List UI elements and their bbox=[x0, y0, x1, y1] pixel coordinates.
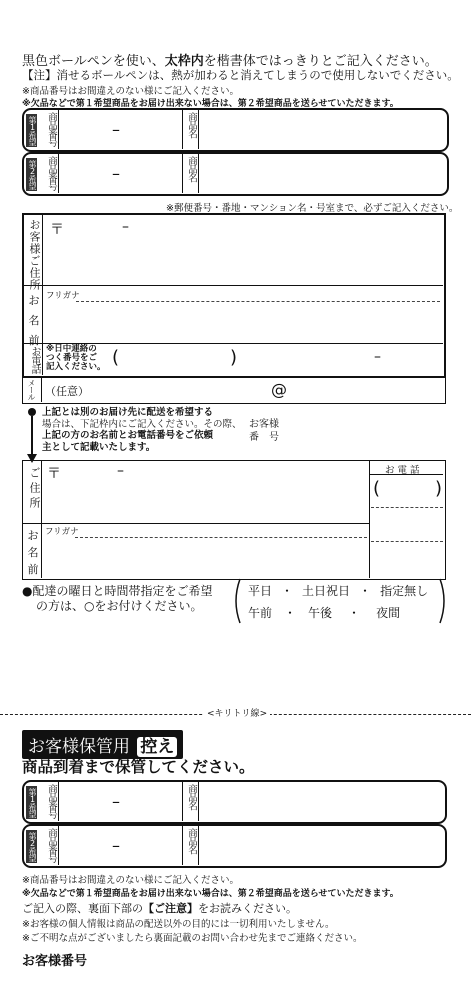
product-name-field-2[interactable] bbox=[202, 156, 442, 191]
time-options: 午前 ・ 午後 ・ 夜間 bbox=[248, 606, 401, 620]
postal-mark: 〒 bbox=[50, 222, 64, 238]
delivery-address-label: ご住所 bbox=[28, 467, 41, 512]
furigana-label: フリガナ bbox=[46, 291, 80, 301]
first-choice-tag: 第1希望 bbox=[28, 116, 37, 145]
mail-label: メール bbox=[27, 379, 36, 400]
customer-name-label: お名前 bbox=[28, 294, 40, 347]
stub-row-2: 第2希望 商品番号 – 商品名 bbox=[22, 824, 447, 868]
option-no-preference[interactable]: 指定無し bbox=[380, 584, 429, 598]
schedule-options bbox=[230, 576, 450, 626]
option-morning[interactable]: 午前 bbox=[248, 606, 273, 620]
mail-optional: （任意） bbox=[45, 385, 89, 398]
delivery-name-field[interactable] bbox=[45, 539, 367, 575]
address-note: ※郵便番号・番地・マンション名・号室まで、必ずご記入ください。 bbox=[166, 203, 459, 214]
order-row-1 bbox=[22, 108, 449, 152]
option-weekend-holiday[interactable]: 土日祝日 bbox=[302, 584, 351, 598]
schedule-text: ●配達の曜日と時間帯指定をご希望 の方は、○をお付けください。 bbox=[22, 584, 213, 613]
product-code-field-1[interactable] bbox=[70, 112, 180, 147]
stub-row-1: 第1希望 商品番号 – 商品名 bbox=[22, 780, 447, 824]
delivery-address-field[interactable] bbox=[45, 463, 365, 521]
postal-dash: – bbox=[122, 219, 129, 235]
product-name-label: 商品名 bbox=[186, 156, 197, 182]
stub-note-2: ※欠品などで第１希望商品をお届け出来ない場合は、第２希望商品を送らせていただきます。 bbox=[22, 889, 399, 899]
phone-note: ※日中連絡の つく番号をご 記入ください。 bbox=[46, 344, 106, 372]
customer-address-field[interactable] bbox=[46, 217, 442, 283]
stub-note-5: ※ご不明な点がございましたら裏面記載のお問い合わせ先までご連絡ください。 bbox=[22, 933, 363, 944]
instruction-line-2: 【注】消せるボールペンは、熱が加わると消えてしまうので使用しないでください。 bbox=[22, 68, 459, 82]
option-evening[interactable]: 夜間 bbox=[376, 606, 401, 620]
product-name-label: 商品名 bbox=[186, 112, 197, 138]
stub-subtitle: 商品到着まで保管してください。 bbox=[22, 758, 255, 776]
delivery-note: 上記とは別のお届け先に配送を希望する 場合は、下記枠内にご記入ください。その際、 上記の方のお名前とお電話番号をご依頼 主として記載いたします。 bbox=[42, 407, 242, 453]
stub-product-code-field-2[interactable] bbox=[70, 828, 180, 863]
product-code-dash: – bbox=[112, 120, 120, 139]
stub-product-code-field-1[interactable] bbox=[70, 784, 180, 819]
stub-product-name-field-1[interactable] bbox=[202, 784, 440, 819]
down-arrow-icon bbox=[26, 406, 36, 464]
mail-row bbox=[22, 378, 446, 404]
instruction-line-1: 黒色ボールペンを使い、太枠内を楷書体ではっきりとご記入ください。 bbox=[22, 54, 438, 69]
customer-phone-field[interactable] bbox=[122, 346, 440, 373]
delivery-phone-field[interactable] bbox=[371, 476, 443, 576]
cut-line-label: <キリトリ線> bbox=[204, 706, 270, 719]
stub-title: お客様保管用 控え bbox=[22, 730, 183, 759]
customer-phone-label: お電話 bbox=[29, 346, 40, 373]
delivery-phone-header: お 電 話 bbox=[385, 465, 420, 476]
stub-product-name-field-2[interactable] bbox=[202, 828, 440, 863]
product-code-field-2[interactable] bbox=[70, 156, 180, 191]
option-weekday[interactable]: 平日 bbox=[248, 584, 273, 598]
stub-badge: 控え bbox=[137, 737, 177, 757]
second-choice-tag: 第2希望 bbox=[28, 160, 37, 189]
stub-note-1: ※商品番号はお間違えのない様にご記入ください。 bbox=[22, 875, 239, 886]
option-afternoon[interactable]: 午後 bbox=[308, 606, 333, 620]
customer-name-field[interactable] bbox=[46, 303, 442, 341]
stub-note-4: ※お客様の個人情報は商品の配送以外の目的には一切利用いたしません。 bbox=[22, 919, 335, 930]
instruction-line-4: ※欠品などで第１希望商品をお届け出来ない場合は、第２希望商品を送らせていただきます。 bbox=[22, 99, 399, 109]
stub-note-3: ご記入の際、裏面下部の【ご注意】をお読みください。 bbox=[22, 902, 297, 915]
customer-info-box: お客様ご住所 〒 – お名前 フリガナ お電話 ※日中連絡の つく番号をご 記入ください。 ( ) – bbox=[22, 213, 446, 378]
customer-address-label: お客様ご住所 bbox=[28, 219, 41, 291]
delivery-box: ご住所 〒 – お 電 話 ( ) お名前 フリガナ bbox=[22, 460, 446, 580]
delivery-name-label: お名前 bbox=[27, 529, 39, 576]
day-options: 平日 ・ 土日祝日 ・ 指定無し bbox=[248, 584, 429, 598]
product-code-label: 商品番号 bbox=[46, 112, 57, 146]
order-row-2 bbox=[22, 152, 449, 196]
product-code-dash: – bbox=[112, 164, 120, 183]
product-name-field-1[interactable] bbox=[202, 112, 442, 147]
customer-number-label: お客様 番 号 bbox=[249, 419, 279, 443]
stub-customer-number-label: お客様番号 bbox=[22, 954, 88, 969]
at-sign: @ bbox=[271, 380, 287, 399]
product-code-label: 商品番号 bbox=[46, 156, 57, 190]
mail-field[interactable] bbox=[93, 380, 439, 400]
instruction-line-3: ※商品番号はお間違えのない様にご記入ください。 bbox=[22, 86, 239, 97]
